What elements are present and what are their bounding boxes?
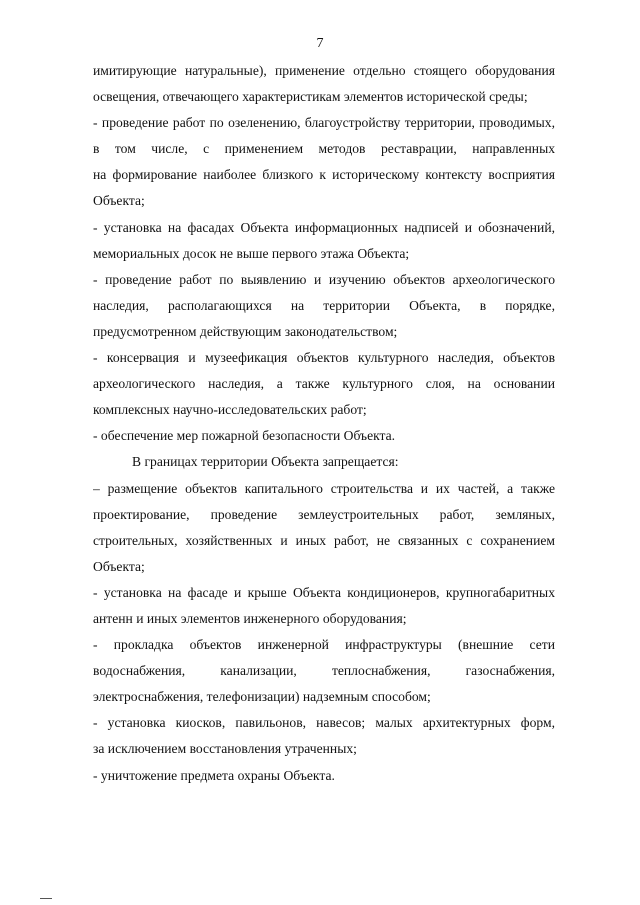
text-line: проектирование, проведение землеустроительных работ, земляных,	[93, 506, 555, 522]
text-line: в том числе, с применением методов реставрации, направленных	[93, 141, 555, 157]
text-line: - проведение работ по озеленению, благоустройству территории, проводимых,	[93, 115, 555, 131]
text-line: - установка киосков, павильонов, навесов; малых архитектурных форм,	[93, 715, 555, 731]
text-line: водоснабжения, канализации, теплоснабжения, газоснабжения,	[93, 663, 555, 679]
text-line: за исключением восстановления утраченных;	[93, 741, 357, 757]
page-number: 7	[316, 36, 324, 51]
text-line: В границах территории Объекта запрещается:	[132, 454, 399, 470]
text-line: - уничтожение предмета охраны Объекта.	[93, 767, 335, 783]
text-line: наследия, располагающихся на территории Объекта, в порядке,	[93, 297, 555, 313]
document-body	[93, 58, 555, 789]
text-line: комплексных научно-исследовательских работ;	[93, 402, 367, 418]
text-line: мемориальных досок не выше первого этажа Объекта;	[93, 245, 410, 261]
text-line: - проведение работ по выявлению и изучению объектов археологического	[93, 271, 555, 287]
text-line: - обеспечение мер пожарной безопасности Объекта.	[93, 428, 396, 444]
text-line: на формирование наиболее близкого к историческому контексту восприятия	[93, 167, 555, 183]
text-line: - установка на фасадах Объекта информационных надписей и обозначений,	[93, 219, 555, 235]
text-line: Объекта;	[93, 558, 145, 574]
text-line: антенн и иных элементов инженерного оборудования;	[93, 610, 407, 626]
text-line: предусмотренном действующим законодательством;	[93, 323, 398, 339]
text-line: – размещение объектов капитального строительства и их частей, а также	[93, 480, 555, 496]
text-line: строительных, хозяйственных и иных работ, не связанных с сохранением	[93, 532, 555, 548]
text-line: Объекта;	[93, 193, 145, 209]
text-line: - консервация и музеефикация объектов культурного наследия, объектов	[93, 350, 555, 366]
text-line: археологического наследия, а также культурного слоя, на основании	[93, 376, 555, 392]
text-line: - установка на фасаде и крыше Объекта кондиционеров, крупногабаритных	[93, 584, 555, 600]
page-edge-mark	[40, 898, 52, 899]
text-line: электроснабжения, телефонизации) надземным способом;	[93, 689, 431, 705]
text-line: освещения, отвечающего характеристикам элементов исторической среды;	[93, 89, 528, 105]
text-line: имитирующие натуральные), применение отдельно стоящего оборудования	[93, 63, 555, 78]
text-line: - прокладка объектов инженерной инфраструктуры (внешние сети	[93, 637, 555, 653]
